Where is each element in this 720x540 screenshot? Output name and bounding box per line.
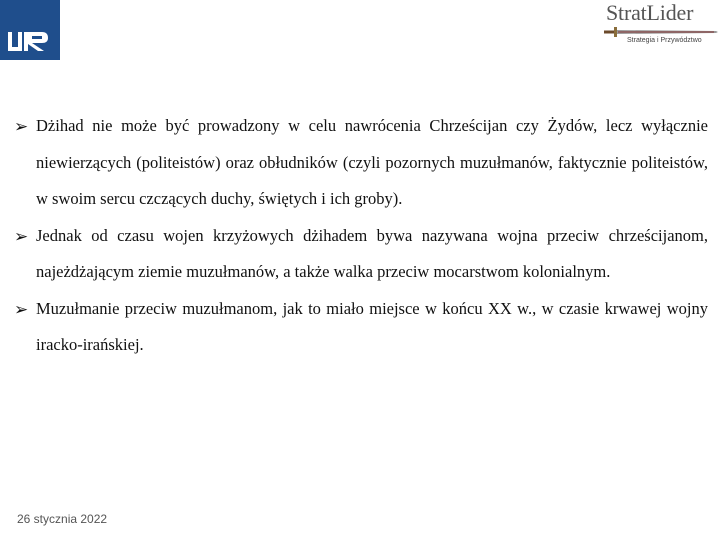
ur-university-logo-icon bbox=[0, 0, 60, 60]
stratlider-logo bbox=[604, 0, 720, 48]
arrow-bullet-icon: ➢ bbox=[14, 226, 29, 246]
sword-icon bbox=[604, 27, 718, 37]
bullet-text: Muzułmanie przeciw muzułmanom, jak to miało miejsce w końcu XX w., w czasie krwawej wojny iracko-irańskiej. bbox=[36, 298, 708, 354]
arrow-bullet-icon: ➢ bbox=[14, 117, 29, 136]
university-logo bbox=[0, 0, 60, 60]
bullet-list bbox=[14, 108, 708, 364]
bullet-item bbox=[14, 218, 708, 291]
brand-tagline: Strategia i Przywództwo bbox=[627, 37, 702, 44]
bullet-item bbox=[14, 108, 708, 218]
bullet-text: Jednak od czasu wojen krzyżowych dżihadem bywa nazywana wojna przeciw chrześcijanom, najeżdżającym ziemie muzułmanów, a także walka przeciw mocarstwom kolonialnym. bbox=[36, 225, 708, 281]
bullet-text: Dżihad nie może być prowadzony w celu nawrócenia Chrześcijan czy Żydów, lecz wyłącznie niewierzących (politeistów) oraz obłudników (czyli pozornych muzułmanów, faktycznie politeistów, w swoim sercu czczących duchy, świętych i ich groby). bbox=[36, 116, 708, 208]
slide-date: 26 stycznia 2022 bbox=[17, 512, 108, 526]
bullet-item bbox=[14, 291, 708, 364]
brand-name: StratLider bbox=[606, 0, 694, 25]
arrow-bullet-icon: ➢ bbox=[14, 299, 29, 319]
